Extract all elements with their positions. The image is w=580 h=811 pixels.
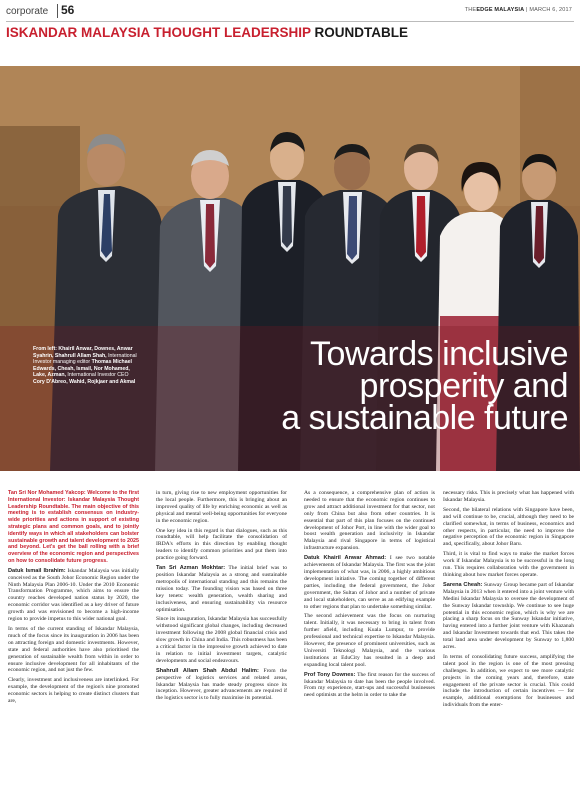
masthead-brand: EDGE MALAYSIA	[476, 7, 525, 13]
paragraph	[156, 565, 287, 613]
masthead-date: MARCH 6, 2017	[529, 7, 572, 13]
photo-caption	[33, 346, 141, 386]
speaker-name: Tan Sri Azman Mokhtar:	[156, 565, 226, 572]
page-number: 56	[61, 3, 75, 17]
series-headline	[6, 25, 408, 40]
title-line-2: prosperity and	[359, 367, 568, 405]
paragraph: The second achievement was the focus on nurturing talent. Initially, it was necessary to bring in talent from further afield, including Kuala Lumpur, to provide professional and technical expertise to Iskandar Malaysia. However, the presence of prominent universities, such as Universiti Teknologi Malaysia, and the various institutions at EduCity has resulted in a deep and expanding local talent pool.	[304, 613, 435, 668]
title-line-3: a sustainable future	[281, 399, 568, 437]
paragraph-text: Iskandar Malaysia was initially conceived as the South Johor Economic Region under the Ninth Malaysia Plan 2006-10. Under the 2010 Economic Transformation Programme, which aims to ensure the country reaches developed nation status by 2020, the economic corridor was identified as a key driver of future growth and was envisioned to become a high-income region to provide impetus to this wider national goal.	[8, 567, 139, 623]
speaker-name: Datuk Ismail Ibrahim:	[8, 567, 66, 574]
article-title	[168, 335, 568, 437]
title-line-1: Towards inclusive	[310, 335, 568, 373]
paragraph-text: The first reason for the success of Iskandar Malaysia to date has been the people involved. From my experience, start-ups and successful businesses need optimists at the helm in order to take the	[304, 671, 435, 699]
speaker-name: Datuk Khairil Anwar Ahmad:	[304, 555, 387, 562]
paragraph: One key idea in this regard is that dialogues, such as this roundtable, will help facilitate the consolidation of IRDA's efforts in this direction by enabling thought leaders to identify common priorities and put them into practice going forward.	[156, 527, 287, 562]
series-headline-red: ISKANDAR MALAYSIA THOUGHT LEADERSHIP	[6, 25, 311, 40]
paragraph	[443, 582, 574, 651]
paragraph-text: The initial brief was to position Iskandar Malaysia as a strong and sustainable metropolis of international standing and this remains the mission today. The founding vision was based on three key tenets: wealth generation, wealth sharing and inclusiveness, and ensuring sustainability via resource optimisation.	[156, 565, 287, 613]
header-separator	[57, 4, 58, 18]
page-header	[0, 0, 580, 22]
paragraph	[8, 568, 139, 623]
paragraph	[304, 672, 435, 700]
caption-names-3: Cory D'Abreo, Wahid, Rojkjaer and Akmal	[33, 378, 136, 385]
paragraph: Since its inauguration, Iskandar Malaysia has successfully withstood significant global changes, including decreased investment following the 2008 global financial crisis and slow growth in China and India. This robustness has been a critical factor in the impressive growth achieved to date in relation to initial investment targets, catalytic developments and social endeavours.	[156, 616, 287, 664]
paragraph: In terms of consolidating future success, amplifying the talent pool in the region is one of the most pressing challenges. In addition, we expect to see more catalytic projects in the coming years and, therefore, state engagement of the private sector is crucial. This could include the introduction of certain incentives — for example, additional exemptions for businesses and individuals from the enter-	[443, 653, 574, 709]
paragraph-text: From the perspective of logistics services and related areas, Iskandar Malaysia has made steady progress since its inception. However, greater advancements are required if the logistics sector is to fully maximise its potential.	[156, 667, 287, 702]
article-column-4	[443, 490, 574, 808]
masthead-divider: |	[525, 7, 530, 13]
paragraph: Third, it is vital to find ways to make the market forces work if Iskandar Malaysia is to be successful in the long run. This requires collaboration with the government in thinking about how market forces operate.	[443, 551, 574, 578]
paragraph: Second, the bilateral relations with Singapore have been, and will continue to be, crucial, although they need to be clarified somewhat, in terms of business, economics and other respects, in particular, the need to improve the negative perception of the economic region in Singapore and, specifically, about Johor Baru.	[443, 506, 574, 548]
paragraph: As a consequence, a comprehensive plan of action is needed to ensure that the economic region continues to grow and attract additional investment for that sector, not only from China but also from other countries. It is essential that part of this plan focuses on the continued development of Johor Port, in line with the wider goal to boost wealth generation and inclusivity in Iskandar Malaysia and rival Singapore in terms of logistical infrastructure expansion.	[304, 490, 435, 552]
caption-role-1: International Investor managing editor	[33, 352, 137, 366]
paragraph-text: Sunway Group became part of Iskandar Malaysia in 2013 when it entered into a joint venture with Medini Iskandar Malaysia to oversee the development of the Sunway Iskandar township. We continue to see huge potential in this economic region, which is why we are placing a sharp focus on the Sunway Iskandar initiative, having entered into a further joint venture with Khazanah and Iskandar Investment towards that end. This takes the total land area under development by Sunway to 1,800 acres.	[443, 581, 574, 651]
paragraph	[304, 555, 435, 610]
caption-names-2: Thomas Michael Edwards, Cheah, Ismail, Nor Mohamed, Lake, Azman,	[33, 359, 132, 379]
paragraph	[156, 668, 287, 703]
speaker-name: Prof Tony Downes:	[304, 671, 356, 678]
paragraph: necessary risks. This is precisely what has happened with Iskandar Malaysia.	[443, 490, 574, 503]
paragraph-text: I see two notable achievements of Iskandar Malaysia. The first was the joint implementation of what was, in 2006, a highly ambitious development initiative. The coming together of different parties, including the federal government, the Johor government, the Sultan of Johor and a number of private and local stakeholders, can serve as an edifying example to other regions that plan to undertake something similar.	[304, 555, 435, 610]
masthead	[465, 7, 572, 13]
section-label: corporate	[6, 6, 49, 17]
group-photo	[0, 66, 580, 471]
series-headline-dark: ROUNDTABLE	[314, 25, 409, 40]
speaker-name: Sarena Cheah:	[443, 581, 483, 588]
article-column-1	[8, 490, 139, 808]
paragraph: in turn, giving rise to new employment opportunities for the local people. Furthermore, this is bringing about an improved quality of life by enriching economic as well as physical and mental well-being opportunities for everyone in the economic region.	[156, 490, 287, 524]
caption-role-2: International Investor CEO	[67, 372, 129, 379]
speaker-name: Shahrull Allam Shah Abdul Halim:	[156, 667, 259, 674]
article-intro: Tan Sri Nor Mohamed Yakcop: Welcome to the first International Investor: Iskandar Malaysia Thought Leadership Roundtable. The main objective of this meeting is to establish consensus on industry-wide priorities and actions in support of existing strategic plans and common goals, and to jointly identify ways in which all stakeholders can bolster sustainable growth and talent development to 2025 and beyond. Let's get the ball rolling with a brief overview of the economic region and perspectives on how to consolidate future progress.	[8, 490, 139, 564]
paragraph: Clearly, investment and inclusiveness are interlinked. For example, the development of the region's nine promoted economic sectors is helping to create distinct clusters that are,	[8, 677, 139, 705]
masthead-pre: THE	[464, 7, 477, 13]
paragraph: In terms of the current standing of Iskandar Malaysia, much of the focus since its inauguration in 2006 has been on attracting foreign and domestic investments. However, state and federal authorities have also prioritised the generation of sustainable wealth from within in order to ensure inclusive development for all inhabitants of the economic region, and not just the few.	[8, 626, 139, 674]
article-body	[0, 490, 580, 808]
article-column-3	[304, 490, 435, 808]
article-column-2	[156, 490, 287, 808]
header-rule	[6, 21, 574, 22]
caption-names-1: From left: Khairil Anwar, Downes, Anwar Syahrin, Shahrull Allam Shah,	[33, 346, 133, 359]
